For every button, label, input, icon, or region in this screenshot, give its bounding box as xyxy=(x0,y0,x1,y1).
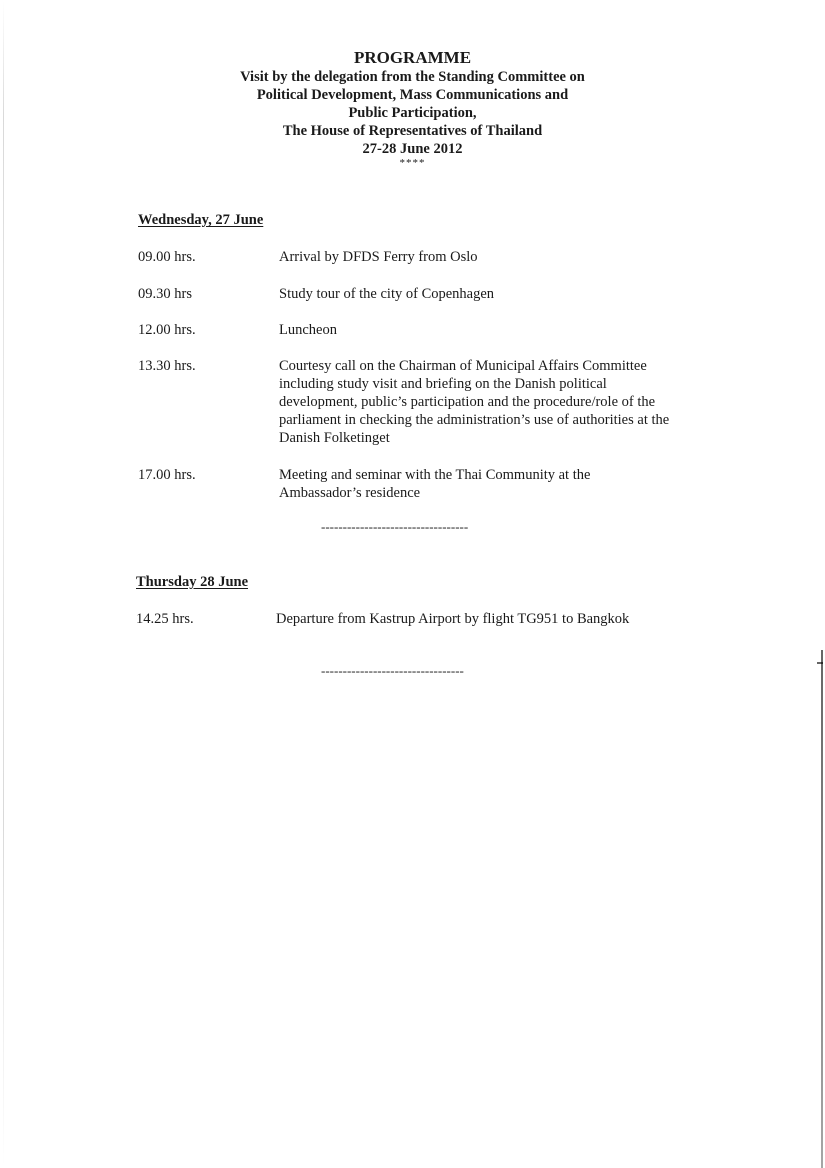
header-line-4: The House of Representatives of Thailand xyxy=(282,123,543,139)
section-divider: ---------------------------------- xyxy=(321,519,469,534)
schedule-description: Arrival by DFDS Ferry from Oslo xyxy=(279,249,478,265)
header-stars: **** xyxy=(399,157,426,169)
header-line-3: Public Participation, xyxy=(348,105,477,121)
header-line-2: Political Development, Mass Communications and xyxy=(256,87,569,103)
schedule-description: Meeting and seminar with the Thai Community at the Ambassador’s residence xyxy=(279,467,591,501)
schedule-time: 13.30 hrs. xyxy=(138,358,196,374)
header-line-1: Visit by the delegation from the Standing Committee on xyxy=(240,69,585,85)
schedule-description: Courtesy call on the Chairman of Municipal Affairs Committee including study visit and briefing on the Danish political development, public’s participation and the procedure/role of the parliament in checking the administration’s use of authorities at the Danish Folketinget xyxy=(279,358,670,446)
scan-edge-left xyxy=(3,0,4,1168)
programme-header xyxy=(0,48,825,168)
schedule-time: 09.00 hrs. xyxy=(138,249,196,265)
day-heading-wednesday: Wednesday, 27 June xyxy=(138,212,264,228)
header-dates: 27-28 June 2012 xyxy=(362,141,463,157)
page-title: PROGRAMME xyxy=(353,48,472,67)
schedule-description: Luncheon xyxy=(279,322,337,338)
section-divider: --------------------------------- xyxy=(321,663,464,678)
schedule-time: 12.00 hrs. xyxy=(138,322,196,338)
schedule-time: 17.00 hrs. xyxy=(138,467,196,483)
scan-edge-right xyxy=(821,650,823,1168)
schedule-description: Departure from Kastrup Airport by flight TG951 to Bangkok xyxy=(276,611,630,627)
schedule-description: Study tour of the city of Copenhagen xyxy=(279,286,495,302)
schedule-time: 14.25 hrs. xyxy=(136,611,194,627)
day-heading-thursday: Thursday 28 June xyxy=(136,574,249,590)
schedule-time: 09.30 hrs xyxy=(138,286,192,302)
scan-edge-mark xyxy=(817,662,823,664)
